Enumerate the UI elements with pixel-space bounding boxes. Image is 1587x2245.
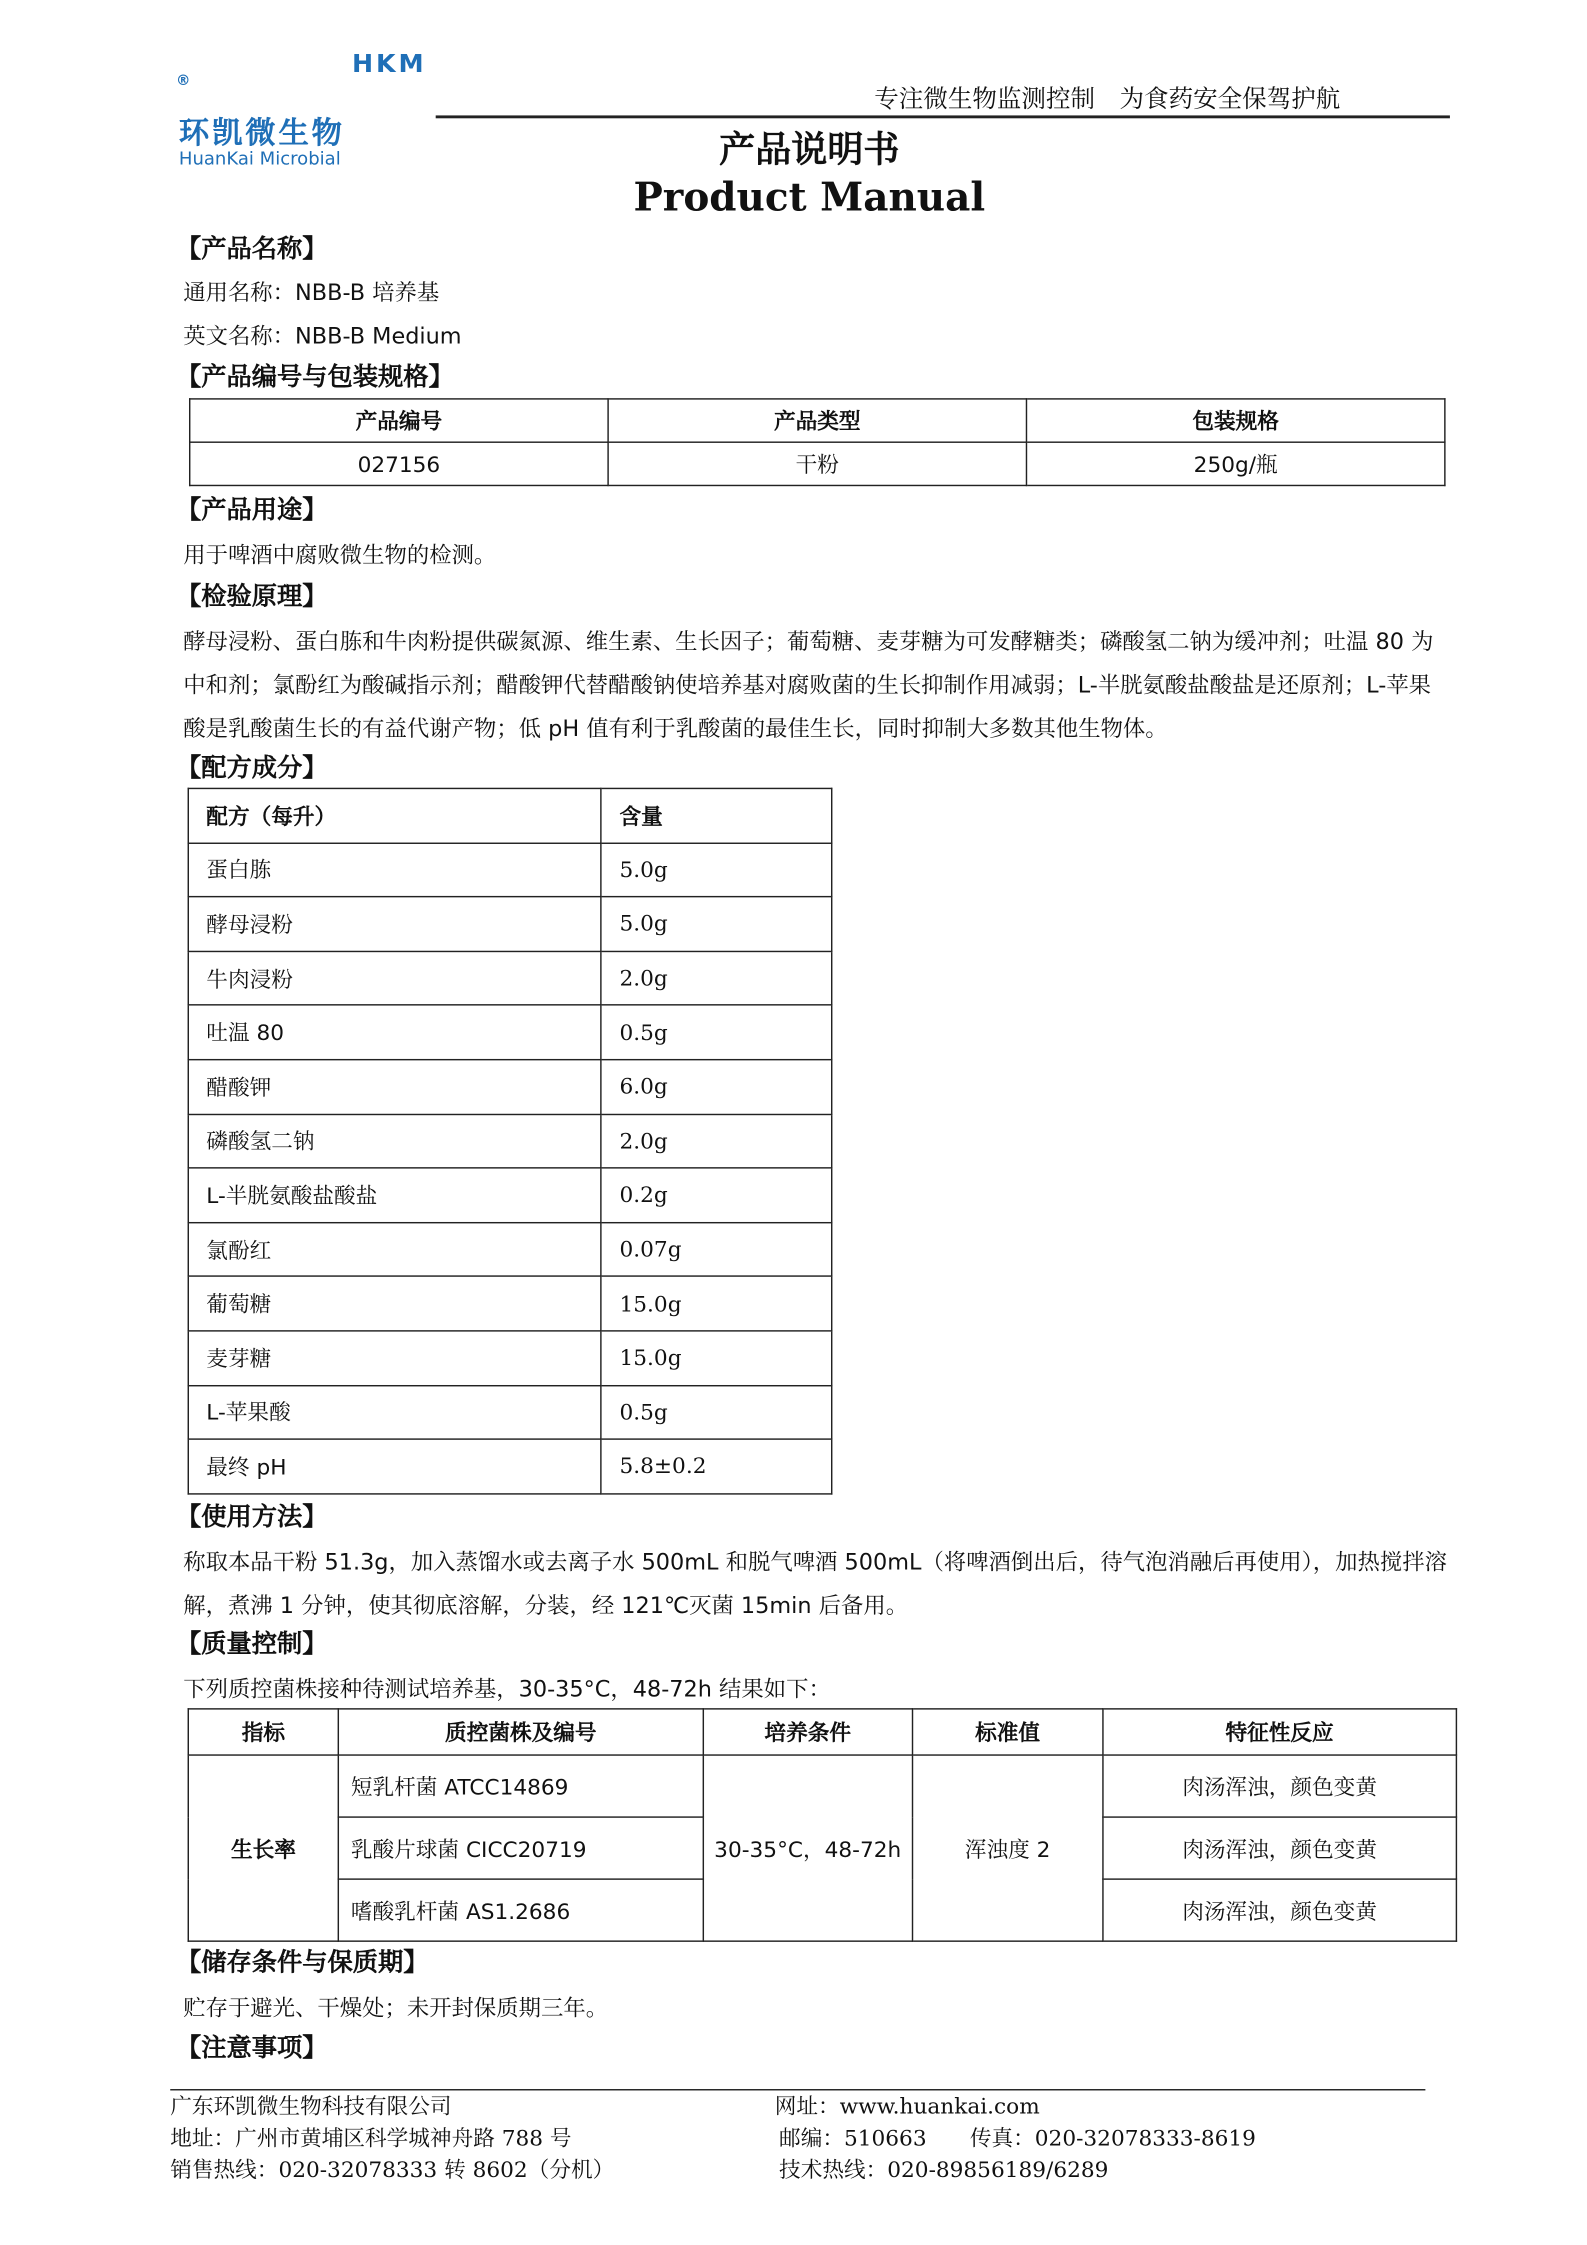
section-storage: 【储存条件与保质期】: [176, 1949, 429, 1978]
amount: 0.2g: [601, 1168, 831, 1222]
title-cn: 产品说明书: [719, 128, 900, 171]
qc-header: 质控菌株及编号: [339, 1709, 703, 1755]
footer-web: 网址：www.huankai.com: [774, 2093, 1040, 2120]
header-rule: [436, 115, 1450, 118]
method-text: 称取本品干粉 51.3g，加入蒸馏水或去离子水 500mL 和脱气啤酒 500mL（将啤酒倒出后，待气泡消融后再使用），加热搅拌溶解，煮沸 1 分钟，使其彻底溶解，分装，经 121℃灭菌 15min 后备用。: [183, 1549, 1447, 1619]
amount: 15.0g: [601, 1277, 831, 1331]
ingredient: 氯酚红: [188, 1222, 601, 1276]
formula-row: [188, 1114, 831, 1168]
section-formula: 【配方成分】: [176, 754, 328, 784]
footer-rule: [170, 2089, 1425, 2090]
formula-row: [188, 1168, 831, 1222]
footer-company: 广东环凯微生物科技有限公司: [170, 2093, 452, 2120]
qc-table: [188, 1708, 1458, 1942]
footer-tech: 技术热线：020-89856189/6289: [779, 2156, 1109, 2183]
ingredient: 醋酸钾: [188, 1060, 601, 1114]
qc-reaction: 肉汤浑浊，颜色变黄: [1103, 1817, 1457, 1879]
pack-table: 产品编号 产品类型 包装规格 027156 干粉 250g/瓶: [189, 398, 1446, 486]
qc-reaction: 肉汤浑浊，颜色变黄: [1103, 1879, 1457, 1941]
qc-row: [188, 1755, 1456, 1817]
qc-reaction: 肉汤浑浊，颜色变黄: [1103, 1755, 1457, 1817]
amount: 5.0g: [601, 897, 831, 951]
formula-row: [188, 1331, 831, 1385]
qc-header: 指标: [188, 1709, 338, 1755]
amount: 6.0g: [601, 1060, 831, 1114]
principle-text: 酵母浸粉、蛋白胨和牛肉粉提供碳氮源、维生素、生长因子；葡萄糖、麦芽糖为可发酵糖类；磷酸氢二钠为缓冲剂；吐温 80 为中和剂；氯酚红为酸碱指示剂；醋酸钾代替醋酸钠使培养基对腐败菌的生长抑制作用减弱；L-半胱氨酸盐酸盐是还原剂；L-苹果酸是乳酸菌生长的有益代谢产物；低 pH 值有利于乳酸菌的最佳生长，同时抑制大多数其他生物体。: [183, 629, 1434, 742]
section-name: 【产品名称】: [176, 235, 328, 265]
formula-row: [188, 843, 831, 897]
qc-indicator: 生长率: [188, 1755, 338, 1941]
ingredient: 葡萄糖: [188, 1277, 601, 1331]
amount: 15.0g: [601, 1331, 831, 1385]
name-generic: 通用名称：NBB-B 培养基: [183, 279, 440, 306]
qc-intro: 下列质控菌株接种待测试培养基，30-35°C，48-72h 结果如下：: [183, 1676, 831, 1703]
logo-cn-text: 环凯微生物: [178, 115, 345, 151]
logo-en-text: HuanKai Microbial: [178, 147, 341, 169]
amount: 0.5g: [601, 1005, 831, 1059]
section-method: 【使用方法】: [176, 1503, 328, 1533]
ingredient: 麦芽糖: [188, 1331, 601, 1385]
ingredient: 吐温 80: [188, 1005, 601, 1059]
ingredient: 磷酸氢二钠: [188, 1114, 601, 1168]
footer-zip-fax: 邮编：510663 传真：020-32078333-8619: [779, 2125, 1256, 2152]
section-use: 【产品用途】: [176, 496, 328, 526]
name-english: 英文名称：NBB-B Medium: [183, 323, 462, 350]
qc-strain: 乳酸片球菌 CICC20719: [339, 1817, 703, 1879]
amount: 5.8±0.2: [601, 1439, 831, 1493]
ingredient: 酵母浸粉: [188, 897, 601, 951]
section-qc: 【质量控制】: [176, 1630, 328, 1660]
amount: 5.0g: [601, 843, 831, 897]
qc-header: 培养条件: [703, 1709, 912, 1755]
formula-row: [188, 1222, 831, 1276]
ingredient: L-半胱氨酸盐酸盐: [188, 1168, 601, 1222]
title-en: Product Manual: [633, 176, 986, 221]
ingredient: 牛肉浸粉: [188, 951, 601, 1005]
footer-address: 地址：广州市黄埔区科学城神舟路 788 号: [170, 2125, 572, 2152]
formula-row: [188, 951, 831, 1005]
formula-row: [188, 897, 831, 951]
footer-sales: 销售热线：020-32078333 转 8602（分机）: [170, 2156, 615, 2183]
formula-row: [188, 1385, 831, 1439]
logo-hkm: HKM ®: [176, 50, 427, 90]
use-text: 用于啤酒中腐败微生物的检测。: [183, 542, 497, 569]
section-principle: 【检验原理】: [176, 582, 328, 612]
qc-condition: 30-35°C，48-72h: [703, 1755, 912, 1941]
formula-row: [188, 1439, 831, 1493]
formula-row: [188, 1277, 831, 1331]
ingredient: 蛋白胨: [188, 843, 601, 897]
storage-text: 贮存于避光、干燥处；未开封保质期三年。: [183, 1995, 609, 2022]
ingredient: 最终 pH: [188, 1439, 601, 1493]
section-pack: 【产品编号与包装规格】: [176, 363, 454, 393]
amount: 0.07g: [601, 1222, 831, 1276]
formula-table: [188, 788, 833, 1495]
ingredient: L-苹果酸: [188, 1385, 601, 1439]
formula-header-amount: 含量: [601, 788, 831, 842]
qc-header: 特征性反应: [1103, 1709, 1457, 1755]
formula-row: [188, 1060, 831, 1114]
qc-strain: 嗜酸乳杆菌 AS1.2686: [339, 1879, 703, 1941]
amount: 0.5g: [601, 1385, 831, 1439]
formula-header-ingredient: 配方（每升）: [188, 788, 601, 842]
formula-row: [188, 1005, 831, 1059]
qc-strain: 短乳杆菌 ATCC14869: [339, 1755, 703, 1817]
qc-header: 标准值: [912, 1709, 1102, 1755]
section-notes: 【注意事项】: [176, 2034, 328, 2064]
amount: 2.0g: [601, 1114, 831, 1168]
slogan: 专注微生物监测控制 为食药安全保驾护航: [874, 85, 1341, 114]
amount: 2.0g: [601, 951, 831, 1005]
qc-standard: 浑浊度 2: [912, 1755, 1102, 1941]
